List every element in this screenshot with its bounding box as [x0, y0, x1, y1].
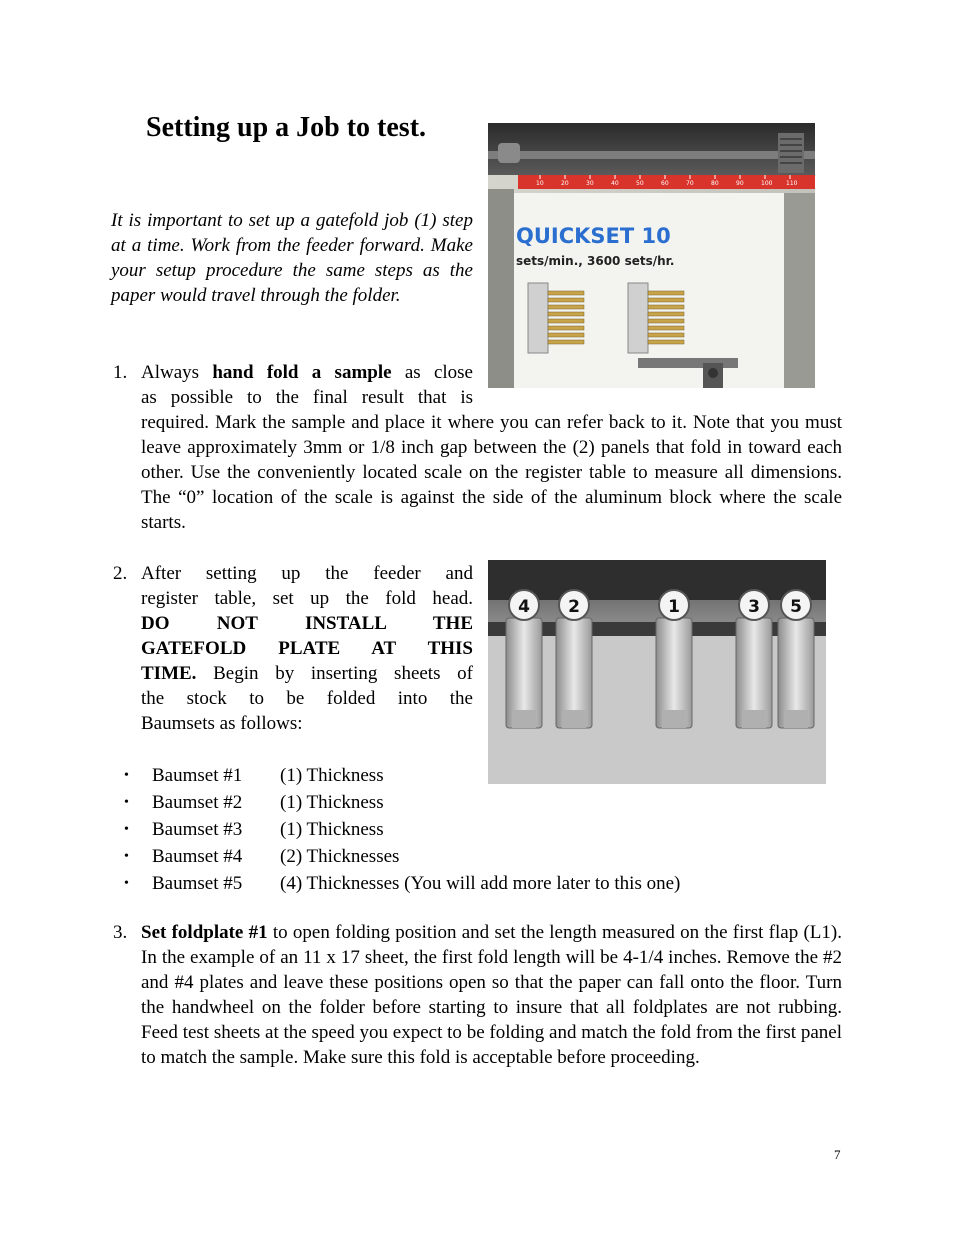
bullet-icon: • [124, 876, 129, 891]
step-1-head [141, 360, 473, 410]
intro-paragraph: It is important to set up a gatefold job (1) step at a time. Work from the feeder forward. Make your setup procedure the same steps as the paper would travel through the folder. [111, 210, 473, 306]
step-2-line-7: Baumsets as follows: [141, 713, 303, 734]
quickset-photo [488, 123, 815, 388]
bullet-icon: • [124, 795, 129, 810]
baumset-finger [648, 326, 684, 330]
baumset-list [124, 762, 680, 897]
quickset-label: QUICKSET 10 [516, 224, 671, 248]
baumset-finger [548, 319, 584, 323]
page-title: Setting up a Job to test. [146, 112, 427, 143]
plate-dial-number: 5 [790, 597, 802, 617]
bullet-icon: • [124, 849, 129, 864]
scale-tick-label: 40 [611, 180, 619, 187]
step-2-text [141, 561, 473, 736]
speed-label: sets/min., 3600 sets/hr. [516, 254, 675, 268]
step-1-number: 1. [113, 362, 128, 383]
baumset-finger [648, 319, 684, 323]
list-item: • Baumset #3 (1) Thickness [124, 816, 680, 843]
step-1-body: required. Mark the sample and place it where you can refer back to it. Note that you must leave approximately 3mm or 1/8 inch gap between the (2) panels that fold in toward each other. Use the conveniently located scale on the register table to measure all dimensions. The “0” location of the scale is against the side of the aluminum block where the scale starts. [141, 412, 842, 533]
baumset-finger [548, 305, 584, 309]
baumset-finger [548, 291, 584, 295]
fold-plate-tip [742, 710, 766, 728]
list-item: • Baumset #4 (2) Thicknesses [124, 843, 680, 870]
baumset-finger [648, 333, 684, 337]
step-2-line-5: TIME. Begin by inserting sheets of [141, 663, 473, 684]
scale-tick-label: 70 [686, 180, 694, 187]
step-1-line-1: Always hand fold a sample as close [141, 362, 473, 383]
plate-dial-number: 2 [568, 597, 580, 617]
set-foldplate-emphasis: Set foldplate #1 [141, 922, 268, 943]
baumset-finger [648, 298, 684, 302]
foldplate-photo-image [488, 560, 826, 784]
step-2-line-6: the stock to be folded into the [141, 688, 473, 709]
step-3-number: 3. [113, 922, 128, 943]
baumset-body [628, 283, 648, 353]
bullet-icon: • [124, 768, 129, 783]
scale-tick-label: 20 [561, 180, 569, 187]
step-2-warning-1: DO NOT INSTALL THE [141, 613, 473, 634]
scale-tick-label: 90 [736, 180, 744, 187]
plate-dial-number: 4 [518, 597, 530, 617]
fold-plate-tip [662, 710, 686, 728]
baumset-finger [648, 340, 684, 344]
scale-tick-label: 50 [636, 180, 644, 187]
list-item: • Baumset #1 (1) Thickness [124, 762, 680, 789]
list-item: • Baumset #5 (4) Thicknesses (You will add more later to this one) [124, 870, 680, 897]
scale-tick-label: 80 [711, 180, 719, 187]
step-2-line-2: register table, set up the fold head. [141, 588, 473, 609]
baumset-finger [548, 298, 584, 302]
scale-tick-label: 60 [661, 180, 669, 187]
scale-tick-label: 10 [536, 180, 544, 187]
scale-tick-label: 100 [761, 180, 773, 187]
step-2-number: 2. [113, 563, 128, 584]
hand-fold-emphasis: hand fold a sample [212, 362, 392, 383]
scale-tick-label: 110 [786, 180, 798, 187]
step-2-warning-2: GATEFOLD PLATE AT THIS [141, 638, 473, 659]
baumset-finger [648, 305, 684, 309]
quickset-photo-image [488, 123, 815, 388]
plate-dial-number: 1 [668, 597, 680, 617]
page-number: 7 [834, 1147, 841, 1162]
step-1-line-2: as possible to the final result that is [141, 387, 473, 408]
step-2-line-1: After setting up the feeder and [141, 563, 473, 584]
fold-plate-tip [784, 710, 808, 728]
baumset-finger [548, 312, 584, 316]
step-3-body: Set foldplate #1 to open folding position and set the length measured on the first flap (L1). In the example of an 11 x 17 sheet, the first fold length will be 4-1/4 inches. Remove the #2 and #4 plates and leave these positions open so that the paper can fall onto the floor. Turn the handwheel on the folder before starting to insure that all foldplates are not rubbing. Feed test sheets at the speed you expect to be folding and match the fold from the first panel to match the sample. Make sure this fold is acceptable before proceeding. [141, 922, 842, 1068]
foldplate-photo [488, 560, 826, 784]
baumset-finger [648, 291, 684, 295]
scale-tick-label: 30 [586, 180, 594, 187]
fold-plate-tip [562, 710, 586, 728]
plate-dial-number: 3 [748, 597, 760, 617]
baumset-finger [548, 340, 584, 344]
baumset-finger [548, 326, 584, 330]
fold-plate-tip [512, 710, 536, 728]
bullet-icon: • [124, 822, 129, 837]
baumset-body [528, 283, 548, 353]
baumset-finger [648, 312, 684, 316]
baumset-finger [548, 333, 584, 337]
list-item: • Baumset #2 (1) Thickness [124, 789, 680, 816]
